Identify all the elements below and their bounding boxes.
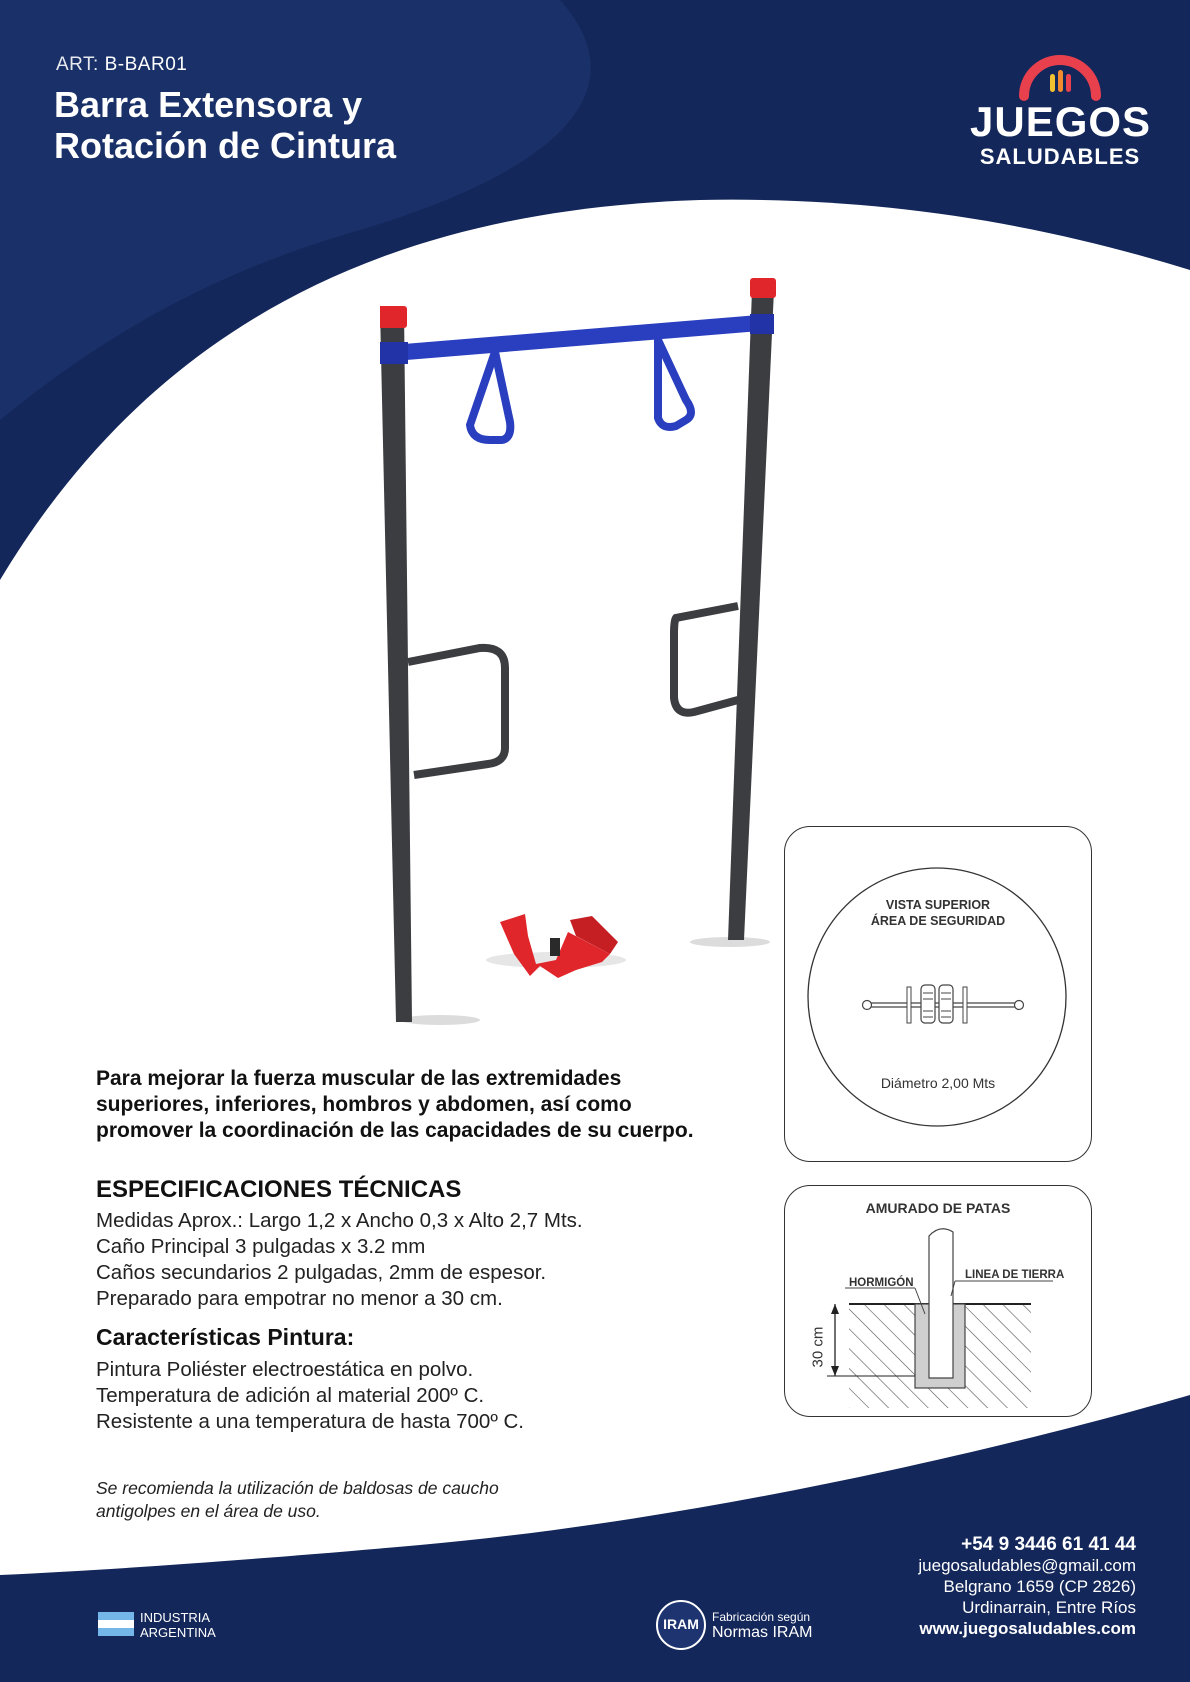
paint-list bbox=[96, 1357, 524, 1435]
title-line-2: Rotación de Cintura bbox=[54, 125, 397, 166]
industria-argentina bbox=[140, 1610, 216, 1640]
safety-area-title bbox=[785, 897, 1091, 929]
article-prefix: ART: bbox=[56, 54, 99, 75]
anchoring-diagram bbox=[785, 1186, 1091, 1416]
argentina-flag-icon bbox=[98, 1612, 134, 1636]
article-number: B-BAR01 bbox=[104, 54, 188, 75]
recommendation-note bbox=[96, 1477, 499, 1523]
specs-list bbox=[96, 1208, 583, 1312]
product-illustration bbox=[380, 270, 800, 1030]
article-code bbox=[56, 54, 187, 76]
product-description bbox=[96, 1066, 694, 1144]
contact-block bbox=[918, 1534, 1136, 1639]
industria-line-1: INDUSTRIA bbox=[140, 1610, 211, 1625]
page-title bbox=[54, 84, 396, 166]
iram-line-2: Normas IRAM bbox=[712, 1624, 813, 1641]
industria-line-2: ARGENTINA bbox=[140, 1625, 216, 1640]
logo-arch-icon bbox=[970, 52, 1150, 102]
safety-circle-diagram bbox=[785, 827, 1091, 1161]
spec-item: Preparado para empotrar no menor a 30 cm. bbox=[96, 1287, 503, 1310]
contact-address-2: Urdinarrain, Entre Ríos bbox=[962, 1598, 1136, 1617]
anchoring-title: AMURADO DE PATAS bbox=[865, 1200, 1011, 1216]
spec-item: Caño Principal 3 pulgadas x 3.2 mm bbox=[96, 1235, 426, 1258]
safety-area-box bbox=[784, 826, 1092, 1162]
specs-heading: ESPECIFICACIONES TÉCNICAS bbox=[96, 1176, 462, 1203]
ground-line-label: LINEA DE TIERRA bbox=[965, 1269, 1065, 1281]
safety-title-line-1: VISTA SUPERIOR bbox=[885, 898, 991, 912]
paint-item: Resistente a una temperatura de hasta 700º C. bbox=[96, 1410, 524, 1433]
anchoring-box bbox=[784, 1185, 1092, 1417]
depth-label: 30 cm bbox=[809, 1326, 827, 1368]
contact-website[interactable]: www.juegosaludables.com bbox=[919, 1619, 1136, 1638]
description-line-3: promover la coordinación de las capacidades de su cuerpo. bbox=[96, 1119, 694, 1142]
safety-diameter: Diámetro 2,00 Mts bbox=[880, 1075, 996, 1091]
logo-wordmark-1: JUEGOS bbox=[970, 98, 1152, 145]
description-line-2: superiores, inferiores, hombros y abdomen, así como bbox=[96, 1093, 632, 1116]
title-line-1: Barra Extensora y bbox=[54, 84, 363, 125]
spec-item: Medidas Aprox.: Largo 1,2 x Ancho 0,3 x Alto 2,7 Mts. bbox=[96, 1209, 583, 1232]
logo-wordmark-2: SALUDABLES bbox=[979, 144, 1141, 169]
iram-line-1: Fabricación según bbox=[712, 1610, 811, 1624]
contact-email[interactable]: juegosaludables@gmail.com bbox=[918, 1556, 1136, 1575]
paint-item: Pintura Poliéster electroestática en polvo. bbox=[96, 1358, 474, 1381]
contact-phone[interactable]: +54 9 3446 61 41 44 bbox=[961, 1534, 1136, 1555]
description-line-1: Para mejorar la fuerza muscular de las extremidades bbox=[96, 1067, 622, 1090]
brand-logo bbox=[970, 52, 1150, 172]
note-line-2: antigolpes en el área de uso. bbox=[96, 1501, 321, 1521]
note-line-1: Se recomienda la utilización de baldosas de caucho bbox=[96, 1478, 499, 1498]
paint-item: Temperatura de adición al material 200º C. bbox=[96, 1384, 485, 1407]
contact-address-1: Belgrano 1659 (CP 2826) bbox=[943, 1577, 1136, 1596]
iram-text bbox=[712, 1610, 812, 1642]
iram-badge-icon: IRAM bbox=[656, 1600, 706, 1650]
safety-title-line-2: ÁREA DE SEGURIDAD bbox=[870, 914, 1006, 928]
paint-heading: Características Pintura: bbox=[96, 1324, 355, 1350]
concrete-label: HORMIGÓN bbox=[849, 1277, 914, 1289]
spec-item: Caños secundarios 2 pulgadas, 2mm de espesor. bbox=[96, 1261, 547, 1284]
